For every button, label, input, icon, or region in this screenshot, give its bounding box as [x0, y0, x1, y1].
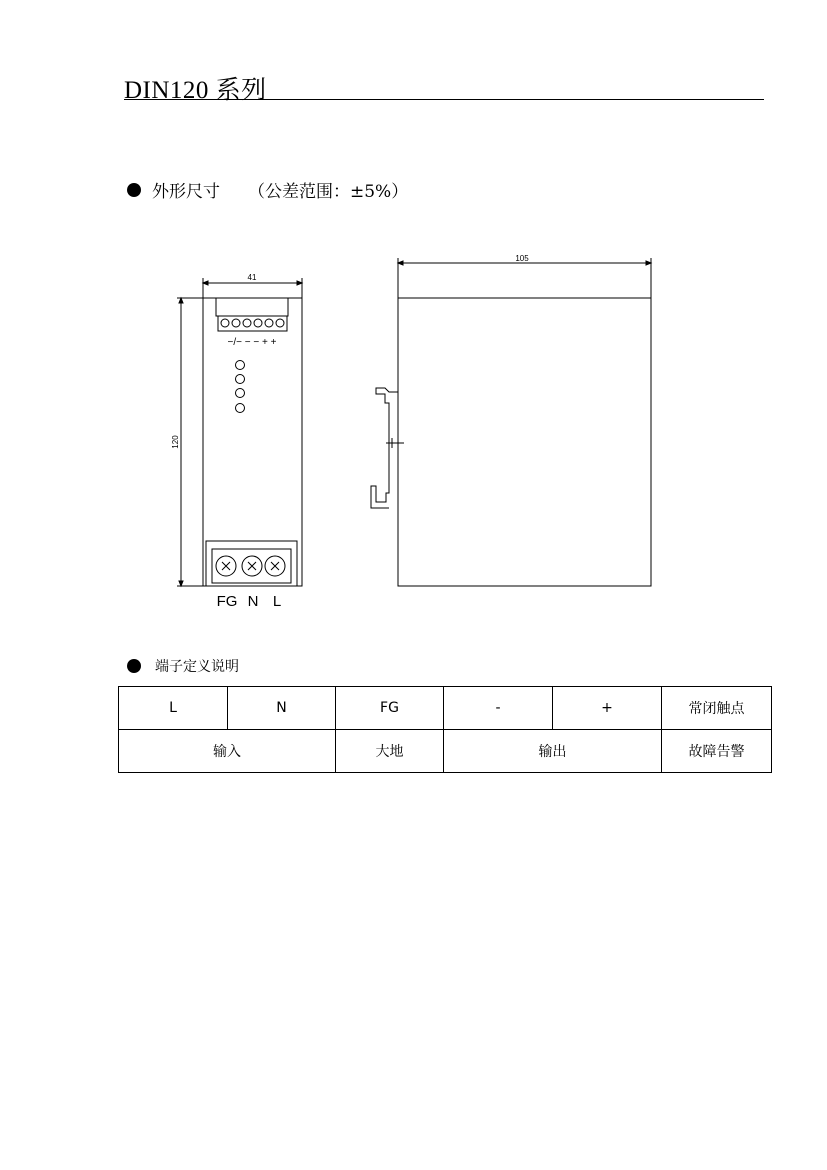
side-view-body: [398, 298, 651, 586]
table-cell: FG: [336, 687, 444, 730]
bottom-screws: [216, 556, 285, 576]
led-indicators: [236, 361, 245, 413]
front-width-label: 41: [247, 273, 257, 282]
front-height-label: 120: [171, 435, 180, 449]
table-row: [119, 687, 772, 730]
table-cell: 大地: [336, 730, 444, 773]
side-width-label: 105: [515, 254, 529, 263]
table-cell: 输出: [444, 730, 662, 773]
table-cell: +: [553, 687, 662, 730]
table-cell: 常闭触点: [662, 687, 772, 730]
terminal-definition-heading: [127, 656, 239, 676]
bottom-terminal-block: [206, 541, 297, 586]
bullet-icon: [127, 183, 141, 197]
dimension-drawing: [160, 240, 680, 620]
dimensions-heading: [127, 177, 408, 202]
table-row: [119, 730, 772, 773]
bullet-icon: [127, 659, 141, 673]
table-cell: 故障告警: [662, 730, 772, 773]
table-cell: 输入: [119, 730, 336, 773]
terminal-label-l: L: [272, 593, 282, 610]
table-cell: -: [444, 687, 553, 730]
terminal-definition-label: 端子定义说明: [155, 659, 239, 675]
table-cell: L: [119, 687, 228, 730]
terminal-label-n: N: [247, 593, 259, 610]
table-cell: N: [228, 687, 336, 730]
title-rule: [124, 99, 764, 100]
top-terminal-marks: −/− − − + +: [227, 337, 277, 348]
document-title: DIN120 系列: [124, 77, 267, 104]
terminal-definition-table: [118, 686, 772, 773]
top-terminal-block: [216, 298, 288, 316]
dimensions-label: 外形尺寸: [152, 182, 220, 202]
terminal-label-fg: FG: [216, 593, 238, 610]
tolerance-note: （公差范围：±5%）: [248, 182, 409, 202]
din-rail-clip: [371, 388, 404, 508]
top-screw-row: [221, 319, 284, 327]
